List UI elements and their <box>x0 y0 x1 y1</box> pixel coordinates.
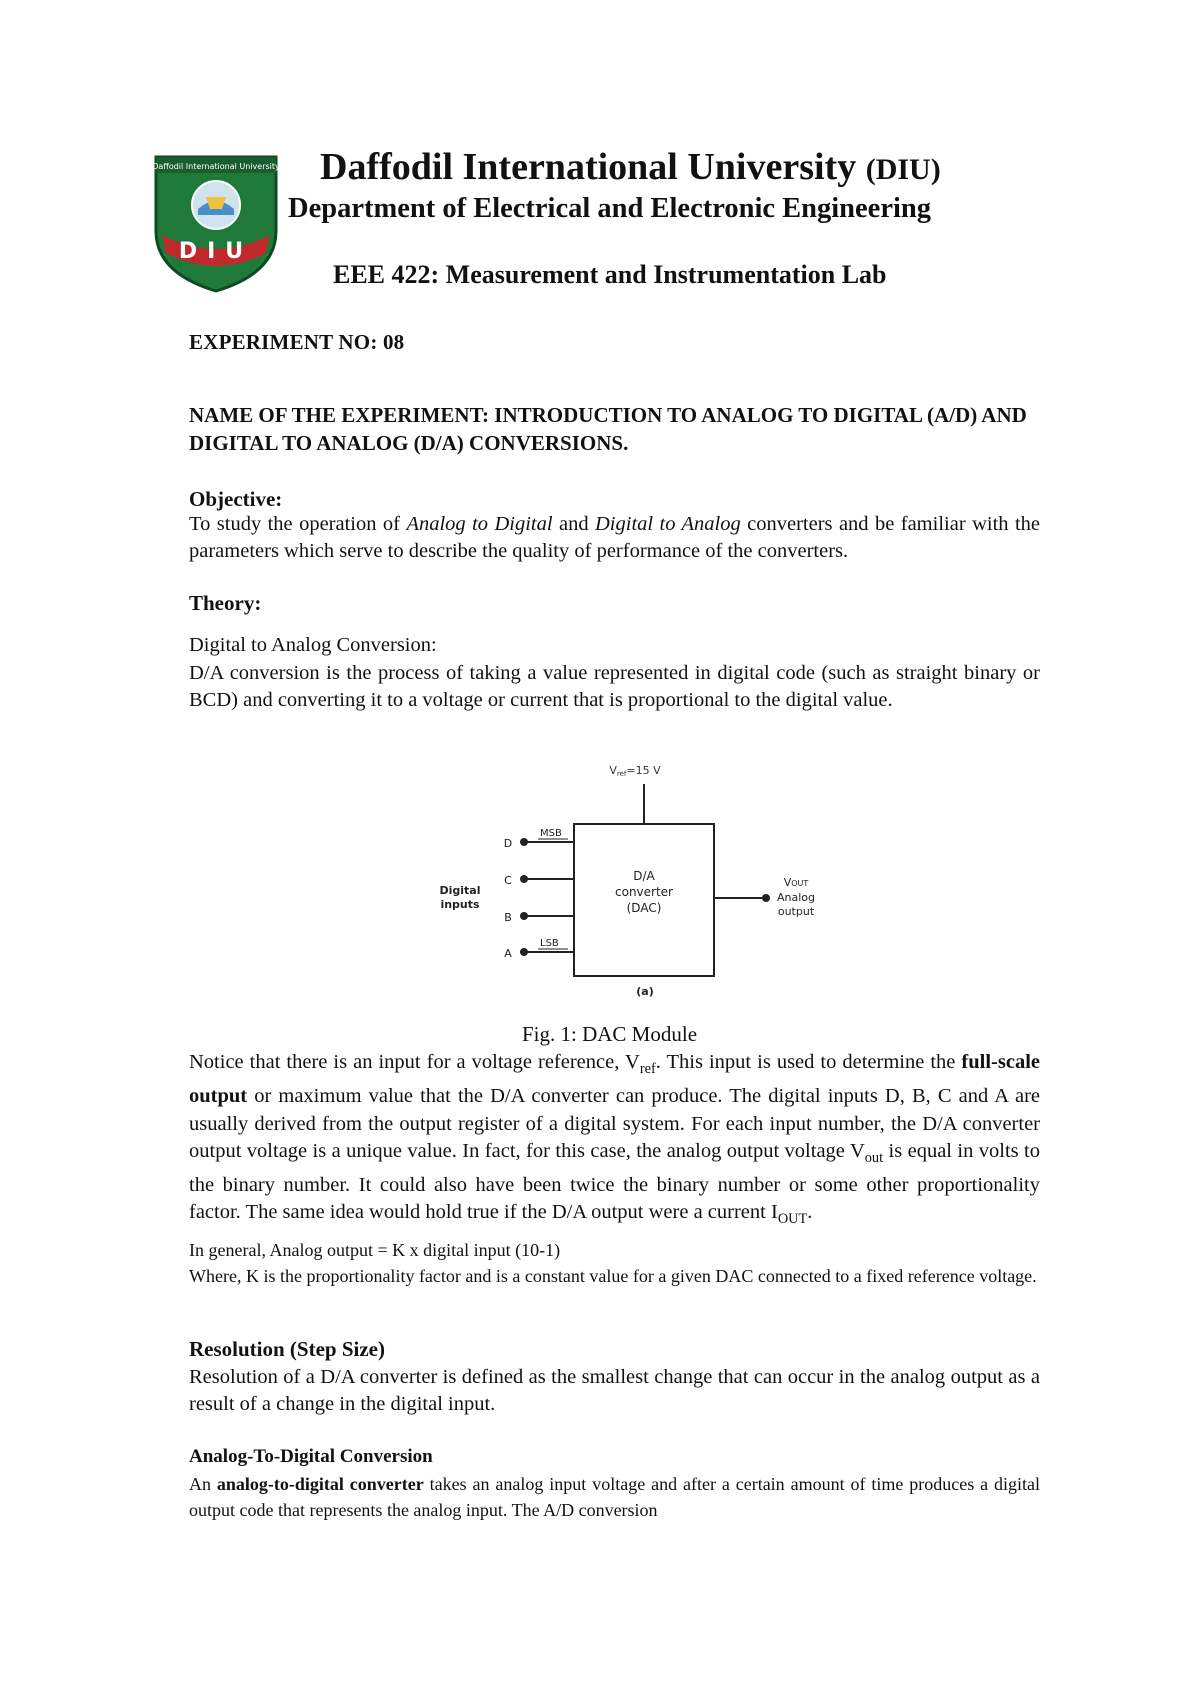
dac-box-label-3: (DAC) <box>626 901 662 915</box>
logo-text: Daffodil International University <box>152 162 280 171</box>
dac-box-label-2: converter <box>615 885 673 899</box>
where-text: Where, K is the proportionality factor and is a constant value for a given DAC connected to a fixed reference voltage. <box>189 1266 1037 1286</box>
university-title <box>320 145 941 189</box>
input-d: D <box>503 837 513 850</box>
objective-text: To study the operation of Analog to Digital and Digital to Analog converters and be familiar with the parameters which serve to describe the quality of performance of the converters. <box>189 513 1040 562</box>
general-formula: In general, Analog output = K x digital input (10-1) <box>189 1240 561 1260</box>
experiment-number: EXPERIMENT NO: 08 <box>189 330 405 354</box>
objective-heading: Objective: <box>189 487 283 511</box>
experiment-name: NAME OF THE EXPERIMENT: INTRODUCTION TO ANALOG TO DIGITAL (A/D) AND DIGITAL TO ANALOG (D/A) CONVERSIONS. <box>189 403 1027 455</box>
university-abbr: (DIU) <box>865 153 941 186</box>
digital-inputs-label-2: inputs <box>440 898 480 911</box>
dac-box-label-1: D/A <box>633 869 655 883</box>
analog-output-label-1: Analog <box>776 891 816 904</box>
input-a: A <box>504 947 512 960</box>
dac-figure <box>430 760 730 1010</box>
vref-label: Vref=15 V <box>609 764 661 778</box>
figure-sublabel: (a) <box>636 985 654 998</box>
analog-output-label-2: output <box>777 905 815 918</box>
adc-paragraph: An analog-to-digital converter takes an analog input voltage and after a certain amount of time produces a digital output code that represents the analog input. The A/D conversion <box>189 1474 1041 1520</box>
theory-paragraph: D/A conversion is the process of taking a value represented in digital code (such as straight binary or BCD) and converting it to a voltage or current that is proportional to the digital value. <box>189 662 1040 711</box>
theory-heading: Theory: <box>189 591 262 615</box>
vout-label: VOUT <box>783 876 809 889</box>
university-name: Daffodil International University <box>320 146 857 188</box>
input-b: B <box>504 911 512 924</box>
logo-letters: DIU <box>178 239 254 264</box>
input-c: C <box>504 874 512 887</box>
university-logo-icon <box>148 143 284 293</box>
theory-subheading: Digital to Analog Conversion: <box>189 634 437 656</box>
lsb-label: LSB <box>540 938 559 949</box>
course-title: EEE 422: Measurement and Instrumentation Lab <box>333 260 887 289</box>
msb-label: MSB <box>540 828 562 839</box>
department-title: Department of Electrical and Electronic Engineering <box>288 193 931 224</box>
adc-heading: Analog-To-Digital Conversion <box>189 1446 433 1467</box>
resolution-heading: Resolution (Step Size) <box>189 1337 385 1361</box>
figure-caption: Fig. 1: DAC Module <box>522 1022 698 1046</box>
notice-paragraph: Notice that there is an input for a voltage reference, $V_{ref}$. This input is used to determine the full-scale output or maximum value that the D/A converter can produce. The digital inputs D, B, C and A are usually derived from the output register of a digital system. For each input number, the D/A converter output voltage is a unique value. In fact, for this case, the analog output voltage $V_{out}$ is equal in volts to the binary number. It could also have been twice the binary number or some other proportionality factor. The same idea would hold true if the D/A output were a current $I_{OUT}$. <box>189 1051 1040 1228</box>
resolution-paragraph: Resolution of a D/A converter is defined as the smallest change that can occur in the analog output as a result of a change in the digital input. <box>189 1366 1040 1415</box>
digital-inputs-label-1: Digital <box>439 884 481 897</box>
